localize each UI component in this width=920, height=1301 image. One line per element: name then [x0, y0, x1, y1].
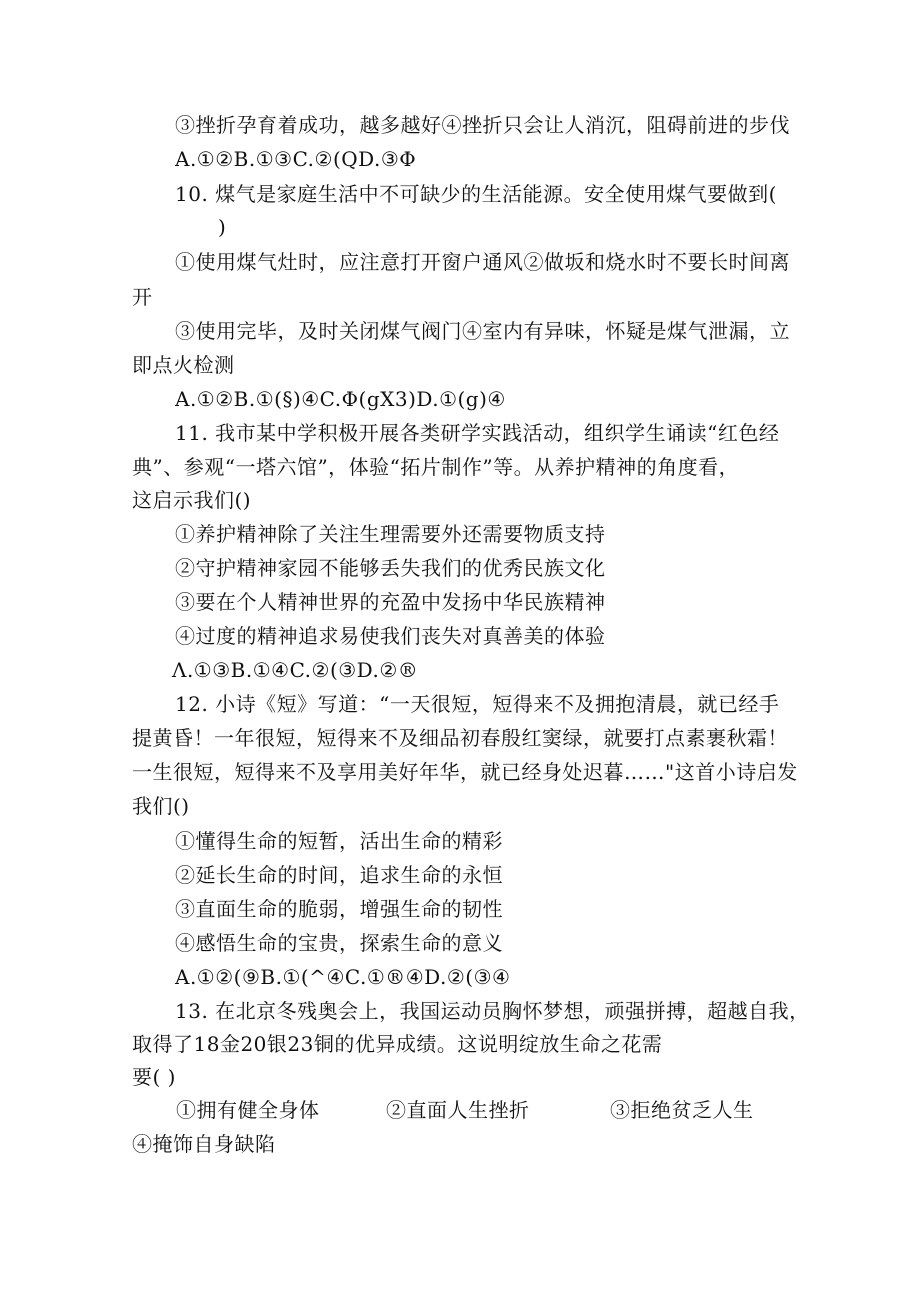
q13-option-1: ①拥有健全身体 — [176, 1098, 320, 1122]
text-line: 要( ) — [132, 1065, 176, 1089]
answer-blank: ) — [218, 215, 227, 239]
text-line: ③挫折孕育着成功，越多越好④挫折只会让人消沉，阻碍前进的步伐 — [175, 113, 790, 137]
question-13: 13. 在北京冬残奥会上，我国运动员胸怀梦想，顽强拼搏，超越自我， — [175, 999, 810, 1023]
question-12: 12. 小诗《短》写道：“一天很短，短得来不及拥抱清晨，就已经手 — [175, 692, 780, 716]
q13-options-row — [132, 1096, 832, 1124]
answer-choices: A.①②B.①③C.②(QD.③Φ — [175, 147, 417, 171]
text-line: ①养护精神除了关注生理需要外还需要物质支持 — [175, 522, 606, 546]
text-line: ④过度的精神追求易使我们丧失对真善美的体验 — [175, 624, 606, 648]
text-line: ①使用煤气灶时，应注意打开窗户通风②做坂和烧水时不要长时间离 — [175, 250, 790, 274]
text-line: ③使用完毕，及时关闭煤气阀门④室内有异味，怀疑是煤气泄漏，立 — [175, 319, 790, 343]
text-line: 典”、参观“一塔六馆”，体验“拓片制作”等。从养护精神的角度看， — [132, 455, 740, 479]
text-line: ②延长生命的时间，追求生命的永恒 — [175, 863, 503, 887]
text-line: 我们() — [132, 794, 190, 818]
text-line: 开 — [132, 285, 153, 309]
text-line: 提黄昏！一年很短，短得来不及细品初春殷红窦绿，就要打点素裹秋霜！ — [132, 726, 788, 750]
answer-choices: A.①②B.①(§)④C.Φ(gX3)D.①(g)④ — [175, 387, 506, 411]
answer-choices: Λ.①③B.①④C.②(③D.②® — [172, 658, 419, 682]
question-11: 11. 我市某中学积极开展各类研学实践活动，组织学生诵读“红色经 — [175, 421, 780, 445]
text-line: ②守护精神家园不能够丢失我们的优秀民族文化 — [175, 556, 606, 580]
text-line: ③直面生命的脆弱，增强生命的韧性 — [175, 897, 503, 921]
text-line: ①懂得生命的短暂，活出生命的精彩 — [175, 829, 503, 853]
text-line: 即点火检测 — [132, 353, 235, 377]
question-10: 10. 煤气是家庭生活中不可缺少的生活能源。安全使用煤气要做到( — [175, 182, 777, 206]
text-line: ④感悟生命的宝贵，探索生命的意义 — [175, 931, 503, 955]
text-line: ③要在个人精神世界的充盈中发扬中华民族精神 — [175, 590, 606, 614]
text-line: 一生很短，短得来不及享用美好年华，就已经身处迟暮……"这首小诗启发 — [132, 760, 798, 784]
text-line: 这启示我们() — [132, 488, 252, 512]
text-line: 取得了18金20银23铜的优异成绩。这说明绽放生命之花需 — [132, 1032, 663, 1056]
answer-choices: A.①②(⑨B.①(^④C.①®④D.②(③④ — [175, 965, 511, 989]
q13-option-2: ②直面人生挫折 — [386, 1098, 530, 1122]
q13-option-4: ④掩饰自身缺陷 — [132, 1132, 276, 1156]
q13-option-3: ③拒绝贫乏人生 — [610, 1098, 754, 1122]
